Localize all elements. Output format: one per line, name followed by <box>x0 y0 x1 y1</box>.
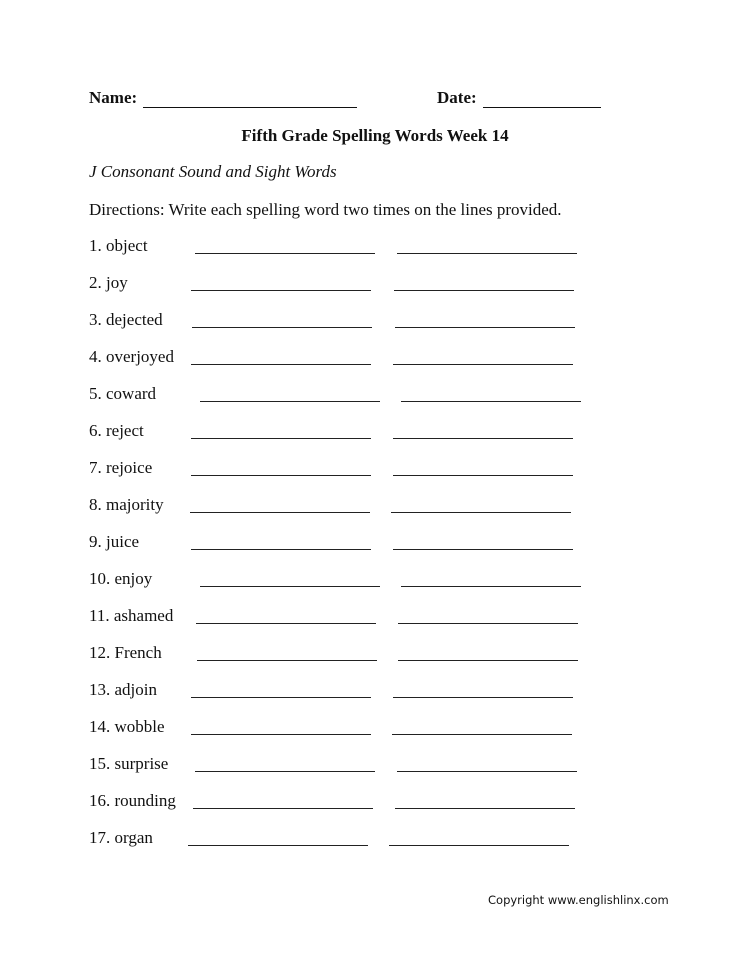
write-line-first[interactable] <box>191 697 371 698</box>
write-line-first[interactable] <box>193 808 373 809</box>
write-line-second[interactable] <box>389 845 569 846</box>
name-label: Name: <box>89 88 138 107</box>
write-line-first[interactable] <box>188 845 368 846</box>
spelling-word: 3. dejected <box>89 310 163 329</box>
word-row <box>89 643 609 680</box>
write-line-second[interactable] <box>397 771 577 772</box>
spelling-word: 6. reject <box>89 421 144 440</box>
word-row <box>89 717 609 754</box>
write-line-second[interactable] <box>397 253 577 254</box>
write-line-second[interactable] <box>398 623 578 624</box>
name-field <box>89 88 357 108</box>
write-line-first[interactable] <box>191 290 371 291</box>
word-row <box>89 532 609 569</box>
directions-text: Directions: Write each spelling word two times on the lines provided. <box>89 200 562 219</box>
write-line-first[interactable] <box>191 734 371 735</box>
spelling-word: 2. joy <box>89 273 128 292</box>
write-line-first[interactable] <box>191 475 371 476</box>
write-line-first[interactable] <box>191 364 371 365</box>
write-line-second[interactable] <box>395 808 575 809</box>
write-line-second[interactable] <box>394 290 574 291</box>
word-row <box>89 606 609 643</box>
word-row <box>89 384 609 421</box>
word-row <box>89 458 609 495</box>
name-blank-line[interactable] <box>143 89 357 108</box>
write-line-second[interactable] <box>391 512 571 513</box>
spelling-word: 10. enjoy <box>89 569 153 588</box>
date-label: Date: <box>437 88 477 107</box>
word-row <box>89 236 609 273</box>
write-line-second[interactable] <box>401 401 581 402</box>
spelling-word: 7. rejoice <box>89 458 153 477</box>
spelling-word: 9. juice <box>89 532 140 551</box>
write-line-first[interactable] <box>200 401 380 402</box>
write-line-second[interactable] <box>393 697 573 698</box>
write-line-first[interactable] <box>190 512 370 513</box>
write-line-second[interactable] <box>392 734 572 735</box>
write-line-second[interactable] <box>398 660 578 661</box>
spelling-word: 5. coward <box>89 384 157 403</box>
write-line-first[interactable] <box>192 327 372 328</box>
word-row <box>89 791 609 828</box>
spelling-word: 16. rounding <box>89 791 176 810</box>
word-row <box>89 347 609 384</box>
write-line-second[interactable] <box>393 438 573 439</box>
date-field <box>437 88 601 108</box>
word-row <box>89 754 609 791</box>
write-line-first[interactable] <box>191 438 371 439</box>
spelling-word: 4. overjoyed <box>89 347 174 366</box>
spelling-word-list <box>89 236 609 865</box>
write-line-first[interactable] <box>195 771 375 772</box>
spelling-word: 8. majority <box>89 495 164 514</box>
spelling-word: 14. wobble <box>89 717 165 736</box>
write-line-first[interactable] <box>196 623 376 624</box>
write-line-second[interactable] <box>395 327 575 328</box>
page-subtitle: J Consonant Sound and Sight Words <box>89 162 337 181</box>
word-row <box>89 828 609 865</box>
date-blank-line[interactable] <box>483 89 601 108</box>
write-line-second[interactable] <box>401 586 581 587</box>
spelling-word: 1. object <box>89 236 148 255</box>
word-row <box>89 421 609 458</box>
word-row <box>89 310 609 347</box>
word-row <box>89 273 609 310</box>
write-line-second[interactable] <box>393 364 573 365</box>
word-row <box>89 495 609 532</box>
spelling-word: 17. organ <box>89 828 153 847</box>
header-row <box>89 88 609 112</box>
spelling-word: 12. French <box>89 643 162 662</box>
spelling-word: 15. surprise <box>89 754 169 773</box>
write-line-first[interactable] <box>197 660 377 661</box>
spelling-word: 13. adjoin <box>89 680 157 699</box>
write-line-second[interactable] <box>393 549 573 550</box>
spelling-word: 11. ashamed <box>89 606 174 625</box>
page-title: Fifth Grade Spelling Words Week 14 <box>241 126 509 145</box>
word-row <box>89 569 609 606</box>
write-line-first[interactable] <box>195 253 375 254</box>
copyright-footer: Copyright www.englishlinx.com <box>488 893 669 907</box>
write-line-second[interactable] <box>393 475 573 476</box>
write-line-first[interactable] <box>191 549 371 550</box>
word-row <box>89 680 609 717</box>
write-line-first[interactable] <box>200 586 380 587</box>
